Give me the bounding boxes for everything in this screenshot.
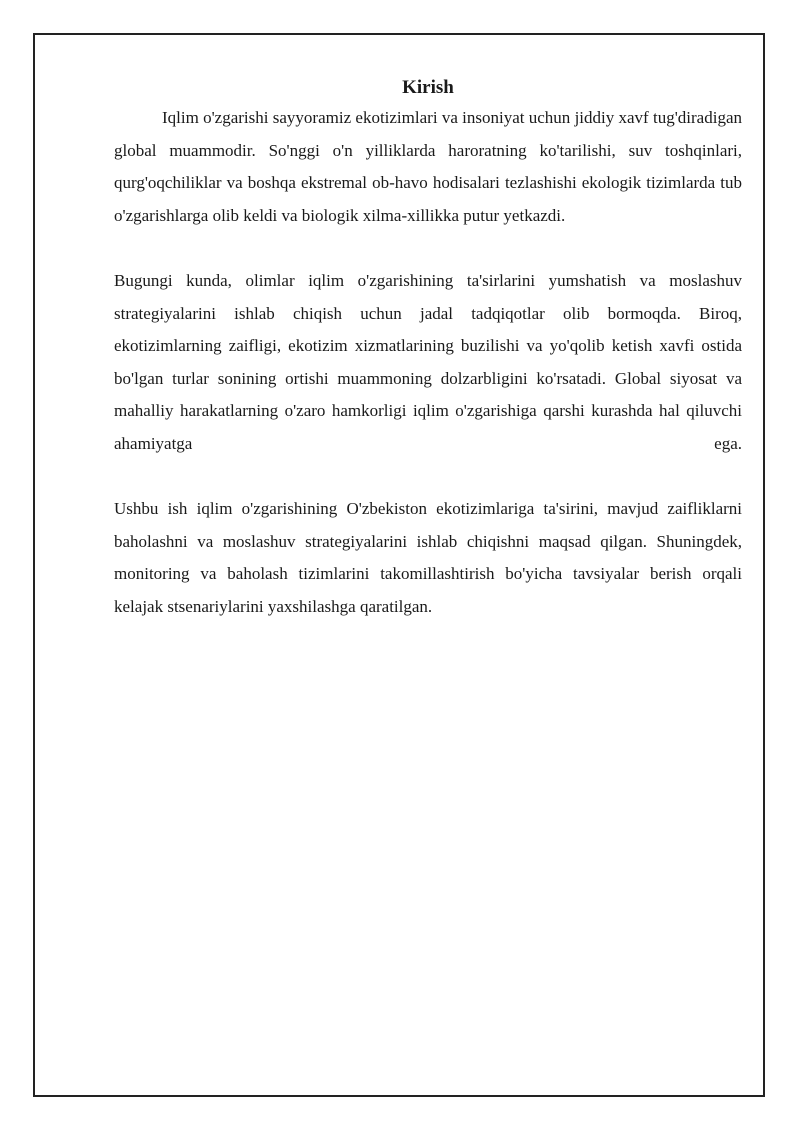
document-title: Kirish <box>402 77 454 98</box>
paragraph-gap <box>114 461 742 494</box>
paragraph-2: Bugungi kunda, olimlar iqlim o'zgarishining ta'sirlarini yumshatish va moslashuv strategiyalarini ishlab chiqish uchun jadal tadqiqotlar olib bormoqda. Biroq, ekotizimlarning zaifligi, ekotizim xizmatlarining buzilishi va yo'qolib ketish xavfi ostida bo'lgan turlar sonining ortishi muammoning dolzarbligini ko'rsatadi. Global siyosat va mahalliy harakatlarning o'zaro hamkorligi iqlim o'zgarishiga qarshi kurashda hal qiluvchi ahamiyatga ega. <box>114 270 742 453</box>
document-body <box>114 74 742 624</box>
paragraph-1: Iqlim o'zgarishi sayyoramiz ekotizimlari va insoniyat uchun jiddiy xavf tug'diradigan global muammodir. So'nggi o'n yilliklarda haroratning ko'tarilishi, suv toshqinlari, qurg'oqchiliklar va boshqa ekstremal ob-havo hodisalari tezlashishi ekologik tizimlarda tub o'zgarishlarga olib keldi va biologik xilma-xillikka putur yetkazdi. <box>114 108 742 225</box>
paragraph-gap <box>114 232 742 265</box>
paragraph-3: Ushbu ish iqlim o'zgarishining O'zbekiston ekotizimlariga ta'sirini, mavjud zaifliklarni baholashni va moslashuv strategiyalarini ishlab chiqishni maqsad qilgan. Shuningdek, monitoring va baholash tizimlarini takomillashtirish bo'yicha tavsiyalar berish orqali kelajak stsenariylarini yaxshilashga qaratilgan. <box>114 499 742 616</box>
